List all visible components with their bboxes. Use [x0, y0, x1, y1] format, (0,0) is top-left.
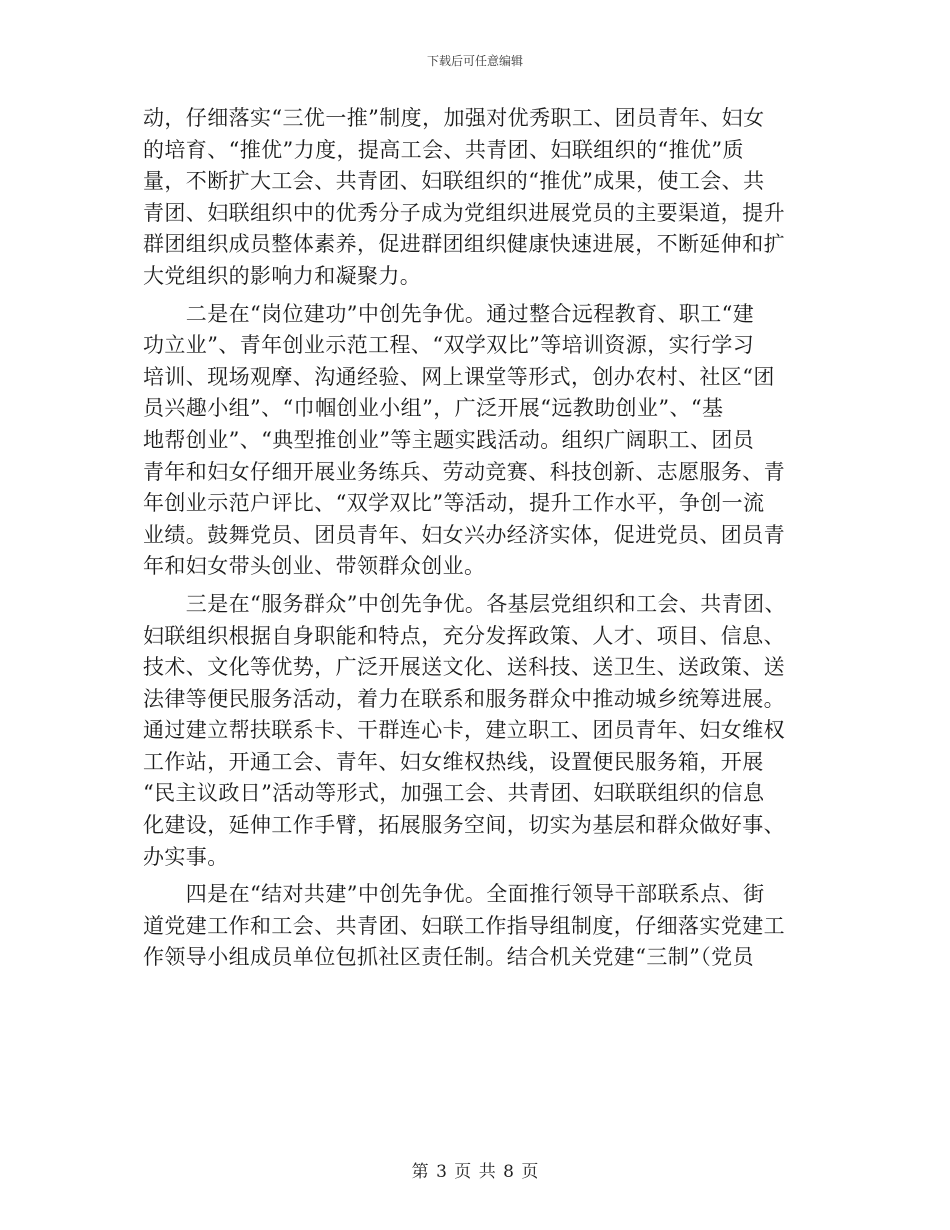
text-line: 量，不断扩大工会、共青团、妇联组织的“推优”成果，使工会、共 [143, 169, 765, 194]
document-body [143, 103, 811, 974]
text-line: 动，仔细落实“三优一推”制度，加强对优秀职工、团员青年、妇女 [143, 106, 765, 130]
text-line: 办实事。 [143, 844, 229, 869]
text-line: 道党建工作和工会、共青团、妇联工作指导组制度，仔细落实党建工 [143, 913, 785, 938]
text-line: 的培育、“推优”力度，提高工会、共青团、妇联组织的“推优”质 [143, 137, 744, 162]
text-line: 年和妇女带头创业、带领群众创业。 [143, 554, 486, 579]
text-line: 功立业”、青年创业示范工程、“双学双比”等培训资源，实行学习 [143, 333, 755, 358]
text-line: 法律等便民服务活动，着力在联系和服务群众中推动城乡统筹进展。 [143, 686, 785, 711]
text-line: 员兴趣小组”、“巾帼创业小组”，广泛开展“远教助创业”、“基 [143, 396, 724, 421]
text-line: 三是在“服务群众”中创先争优。各基层党组织和工会、共青团、 [143, 591, 786, 616]
text-line: 二是在“岗位建功”中创先争优。通过整合远程教育、职工“建 [143, 301, 755, 326]
text-line: “民主议政日”活动等形式，加强工会、共青团、妇联联组织的信息 [143, 781, 765, 806]
text-line: 妇联组织根据自身职能和特点，充分发挥政策、人才、项目、信息、 [143, 623, 785, 648]
page-header-note: 下载后可任意编辑 [426, 54, 523, 68]
text-line: 青团、妇联组织中的优秀分子成为党组织进展党员的主要渠道，提升 [143, 200, 785, 225]
paragraph-3 [143, 589, 811, 873]
paragraph-4 [143, 879, 811, 974]
text-line: 技术、文化等优势，广泛开展送文化、送科技、送卫生、送政策、送 [143, 655, 785, 680]
text-line: 化建设，延伸工作手臂，拓展服务空间，切实为基层和群众做好事、 [143, 813, 785, 838]
text-line: 青年和妇女仔细开展业务练兵、劳动竞赛、科技创新、志愿服务、青 [143, 459, 785, 484]
text-line: 四是在“结对共建”中创先争优。全面推行领导干部联系点、街 [143, 882, 765, 907]
text-line: 群团组织成员整体素养，促进群团组织健康快速进展，不断延伸和扩 [143, 232, 785, 257]
text-line: 工作站，开通工会、青年、妇女维权热线，设置便民服务箱，开展 [143, 749, 764, 774]
paragraph-1 [143, 103, 811, 293]
text-line: 地帮创业”、“典型推创业”等主题实践活动。组织广阔职工、团员 [143, 427, 755, 452]
text-line: 大党组织的影响力和凝聚力。 [143, 263, 422, 288]
text-line: 业绩。鼓舞党员、团员青年、妇女兴办经济实体，促进党员、团员青 [143, 522, 785, 547]
text-line: 作领导小组成员单位包抓社区责任制。结合机关党建“三制”（党员 [143, 945, 754, 970]
text-line: 通过建立帮扶联系卡、干群连心卡，建立职工、团员青年、妇女维权 [143, 718, 785, 743]
paragraph-2 [143, 299, 811, 583]
text-line: 年创业示范户评比、“双学双比”等活动，提升工作水平，争创一流 [143, 491, 765, 516]
page-number: 第 3 页 共 8 页 [411, 1162, 539, 1182]
text-line: 培训、现场观摩、沟通经验、网上课堂等形式，创办农村、社区“团 [143, 364, 775, 389]
